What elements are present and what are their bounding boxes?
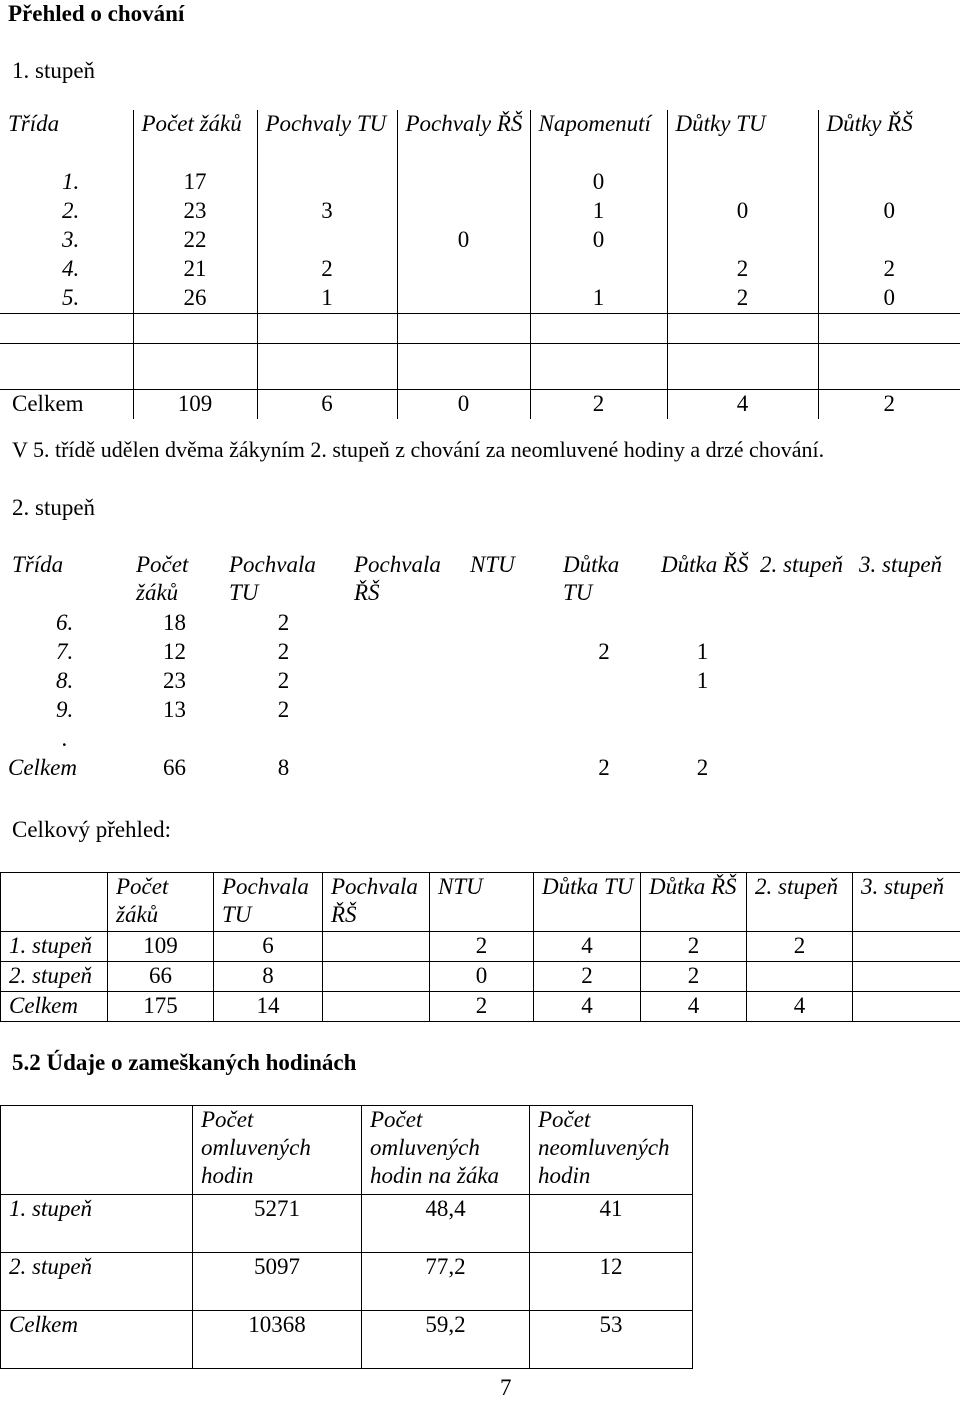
t2-cell: [851, 638, 960, 667]
note-1st-grade: V 5. třídě udělen dvěma žákyním 2. stupeň z chování za neomluvené hodiny a drzé chování.: [12, 436, 824, 464]
t1-header: Pochvaly TU: [257, 110, 397, 168]
t2-total-cell: 2: [555, 754, 653, 783]
t4-cell: 5271: [193, 1195, 362, 1253]
t2-cell: [851, 725, 960, 754]
t3-header: Pochvala ŘŠ: [323, 873, 430, 932]
table-row: [0, 226, 960, 255]
t4-cell: 5097: [193, 1253, 362, 1311]
t4-cell: 48,4: [362, 1195, 530, 1253]
t3-cell: 2. stupeň: [1, 962, 108, 992]
t1-empty-cell: [0, 314, 133, 344]
t1-cell: [397, 168, 530, 197]
t1-header: Třída: [0, 110, 133, 168]
t2-cell: 23: [128, 667, 221, 696]
t1-cell: [397, 197, 530, 226]
table-row: [1, 962, 960, 992]
t2-cell: [653, 609, 752, 638]
t1-cell: [397, 284, 530, 314]
table-row-empty: [0, 314, 960, 344]
t2-header: Pochvala TU: [221, 551, 346, 609]
t2-cell: 2: [555, 638, 653, 667]
t3-cell: [853, 992, 960, 1022]
t2-total-cell: 8: [221, 754, 346, 783]
t3-cell: 0: [430, 962, 534, 992]
t1-cell: [397, 255, 530, 284]
table-row: [0, 725, 960, 754]
t1-cell: [257, 226, 397, 255]
t3-cell: 66: [108, 962, 214, 992]
t1-total-cell: 2: [530, 390, 667, 420]
t1-empty-cell: [667, 344, 818, 390]
t2-cell: 18: [128, 609, 221, 638]
t1-cell: 26: [133, 284, 257, 314]
t3-header: Pochvala TU: [214, 873, 323, 932]
t1-header: Počet žáků: [133, 110, 257, 168]
t3-cell: 109: [108, 932, 214, 962]
t3-cell: [323, 962, 430, 992]
t1-total-cell: Celkem: [0, 390, 133, 420]
t1-empty-cell: [397, 314, 530, 344]
t3-cell: 2: [430, 992, 534, 1022]
t1-cell: [530, 255, 667, 284]
t2-cell: 1: [653, 667, 752, 696]
t2-cell: [555, 667, 653, 696]
t2-total-cell: [752, 754, 851, 783]
t1-cell: 2: [257, 255, 397, 284]
t3-cell: [747, 962, 853, 992]
t2-header: 2. stupeň: [752, 551, 851, 609]
t1-empty-cell: [257, 314, 397, 344]
t3-header: Důtka TU: [534, 873, 641, 932]
table-row: [0, 168, 960, 197]
t2-cell: [346, 638, 462, 667]
t1-header: Napomenutí: [530, 110, 667, 168]
t2-cell: [851, 667, 960, 696]
t2-header: Pochvala ŘŠ: [346, 551, 462, 609]
t4-cell: 59,2: [362, 1311, 530, 1369]
t3-cell: 14: [214, 992, 323, 1022]
t3-cell: Celkem: [1, 992, 108, 1022]
t4-cell: 41: [530, 1195, 693, 1253]
t2-cell: [555, 696, 653, 725]
t2-cell: [221, 725, 346, 754]
t2-cell: [346, 667, 462, 696]
t2-cell: .: [0, 725, 128, 754]
t3-header: 3. stupeň: [853, 873, 960, 932]
t2-cell: 7.: [0, 638, 128, 667]
t1-cell: 0: [530, 226, 667, 255]
t1-cell: 2: [667, 284, 818, 314]
t2-header: Důtka TU: [555, 551, 653, 609]
t3-cell: 2: [534, 962, 641, 992]
t1-empty-cell: [530, 344, 667, 390]
t3-cell: 2: [747, 932, 853, 962]
table-row: [0, 197, 960, 226]
t2-cell: [462, 609, 555, 638]
t2-cell: [462, 638, 555, 667]
table-row: [1, 1253, 693, 1311]
t2-cell: [346, 725, 462, 754]
section-title-absence: 5.2 Údaje o zameškaných hodinách: [12, 1049, 356, 1077]
t3-cell: [323, 992, 430, 1022]
t2-cell: [752, 667, 851, 696]
t2-cell: [346, 696, 462, 725]
t1-cell: 3.: [0, 226, 133, 255]
section-title-1st-grade: 1. stupeň: [12, 57, 95, 85]
table-row: [1, 1195, 693, 1253]
t1-cell: 1: [530, 197, 667, 226]
t4-cell: 1. stupeň: [1, 1195, 193, 1253]
overview-title: Celkový přehled:: [12, 816, 171, 844]
t2-total-cell: [851, 754, 960, 783]
t1-cell: [818, 168, 960, 197]
table-row: [0, 284, 960, 314]
t2-header: NTU: [462, 551, 555, 609]
t1-cell: 1.: [0, 168, 133, 197]
t3-cell: 4: [641, 992, 747, 1022]
t2-cell: 2: [221, 667, 346, 696]
t4-cell: 53: [530, 1311, 693, 1369]
t1-cell: 1: [530, 284, 667, 314]
t1-cell: 0: [667, 197, 818, 226]
t1-cell: [818, 226, 960, 255]
t3-cell: 6: [214, 932, 323, 962]
t3-header: NTU: [430, 873, 534, 932]
t2-cell: [555, 609, 653, 638]
t3-cell: 175: [108, 992, 214, 1022]
table-row: [0, 609, 960, 638]
t2-header: 3. stupeň: [851, 551, 960, 609]
t1-total-cell: 109: [133, 390, 257, 420]
t3-cell: 4: [534, 992, 641, 1022]
t1-total-cell: 4: [667, 390, 818, 420]
page-heading: Přehled o chování: [8, 0, 184, 28]
behavior-table-2nd-grade: [0, 551, 960, 783]
behavior-overview-table: [0, 872, 960, 1022]
t3-header: Důtka ŘŠ: [641, 873, 747, 932]
table-row-empty: [0, 344, 960, 390]
table-row: [0, 255, 960, 284]
t3-cell: [853, 962, 960, 992]
t1-cell: 0: [818, 284, 960, 314]
t2-cell: [752, 609, 851, 638]
t4-header: Počet omluvených hodin: [193, 1106, 362, 1195]
t3-cell: 8: [214, 962, 323, 992]
t2-cell: 13: [128, 696, 221, 725]
t2-header: Důtka ŘŠ: [653, 551, 752, 609]
t3-cell: 4: [534, 932, 641, 962]
t1-cell: 5.: [0, 284, 133, 314]
t2-cell: [653, 725, 752, 754]
t2-total-cell: 66: [128, 754, 221, 783]
t4-header: [1, 1106, 193, 1195]
t2-cell: 6.: [0, 609, 128, 638]
t1-cell: 17: [133, 168, 257, 197]
t3-cell: 2: [430, 932, 534, 962]
t1-empty-cell: [818, 314, 960, 344]
t1-total-cell: 6: [257, 390, 397, 420]
t1-empty-cell: [530, 314, 667, 344]
t2-cell: [346, 609, 462, 638]
t1-cell: 23: [133, 197, 257, 226]
t2-cell: 2: [221, 638, 346, 667]
t2-total-cell: 2: [653, 754, 752, 783]
t4-cell: 12: [530, 1253, 693, 1311]
t2-cell: [851, 609, 960, 638]
t1-empty-cell: [397, 344, 530, 390]
t2-cell: 2: [221, 696, 346, 725]
page-number: 7: [500, 1374, 512, 1402]
t1-cell: 2: [667, 255, 818, 284]
t2-cell: 2: [221, 609, 346, 638]
table-row: [0, 638, 960, 667]
table-row-total: [0, 390, 960, 420]
t1-cell: 2.: [0, 197, 133, 226]
t3-header: 2. stupeň: [747, 873, 853, 932]
t3-cell: 2: [641, 962, 747, 992]
t2-cell: 1: [653, 638, 752, 667]
t1-empty-cell: [0, 344, 133, 390]
section-title-2nd-grade: 2. stupeň: [12, 494, 95, 522]
t1-empty-cell: [133, 344, 257, 390]
t2-header: Počet žáků: [128, 551, 221, 609]
t4-cell: 2. stupeň: [1, 1253, 193, 1311]
t2-header: Třída: [0, 551, 128, 609]
t2-cell: [128, 725, 221, 754]
t1-cell: [667, 226, 818, 255]
t1-empty-cell: [818, 344, 960, 390]
t1-empty-cell: [257, 344, 397, 390]
table-row-total: [1, 1311, 693, 1369]
table-row-total: [0, 754, 960, 783]
t2-cell: [462, 696, 555, 725]
t2-cell: 8.: [0, 667, 128, 696]
t4-header: Počet neomluvených hodin: [530, 1106, 693, 1195]
t2-total-cell: Celkem: [0, 754, 128, 783]
t1-empty-cell: [667, 314, 818, 344]
t3-cell: 1. stupeň: [1, 932, 108, 962]
t2-cell: [752, 638, 851, 667]
t1-header: Důtky ŘŠ: [818, 110, 960, 168]
t1-header: Důtky TU: [667, 110, 818, 168]
table-row: [1, 932, 960, 962]
t2-cell: [555, 725, 653, 754]
t4-cell: 77,2: [362, 1253, 530, 1311]
t3-cell: [323, 932, 430, 962]
t3-header: [1, 873, 108, 932]
absence-table: [0, 1105, 693, 1369]
t3-cell: 2: [641, 932, 747, 962]
t4-cell: Celkem: [1, 1311, 193, 1369]
t2-cell: [851, 696, 960, 725]
t2-cell: 12: [128, 638, 221, 667]
t2-cell: [752, 725, 851, 754]
t2-total-cell: [462, 754, 555, 783]
t2-cell: [653, 696, 752, 725]
t1-cell: [257, 168, 397, 197]
t1-empty-cell: [133, 314, 257, 344]
t1-total-cell: 0: [397, 390, 530, 420]
t1-cell: 2: [818, 255, 960, 284]
t1-cell: 22: [133, 226, 257, 255]
behavior-table-1st-grade: [0, 110, 960, 419]
t1-cell: 0: [818, 197, 960, 226]
t2-cell: [462, 725, 555, 754]
t1-cell: [667, 168, 818, 197]
t3-cell: [853, 932, 960, 962]
table-row-total: [1, 992, 960, 1022]
t3-header: Počet žáků: [108, 873, 214, 932]
t3-cell: 4: [747, 992, 853, 1022]
t2-total-cell: [346, 754, 462, 783]
t1-cell: 4.: [0, 255, 133, 284]
t4-header: Počet omluvených hodin na žáka: [362, 1106, 530, 1195]
t1-total-cell: 2: [818, 390, 960, 420]
t1-cell: 21: [133, 255, 257, 284]
t1-cell: 0: [530, 168, 667, 197]
t2-cell: [462, 667, 555, 696]
t1-cell: 3: [257, 197, 397, 226]
t2-cell: 9.: [0, 696, 128, 725]
t1-cell: 0: [397, 226, 530, 255]
table-row: [0, 696, 960, 725]
t4-cell: 10368: [193, 1311, 362, 1369]
table-row: [0, 667, 960, 696]
t1-header: Pochvaly ŘŠ: [397, 110, 530, 168]
t2-cell: [752, 696, 851, 725]
t1-cell: 1: [257, 284, 397, 314]
